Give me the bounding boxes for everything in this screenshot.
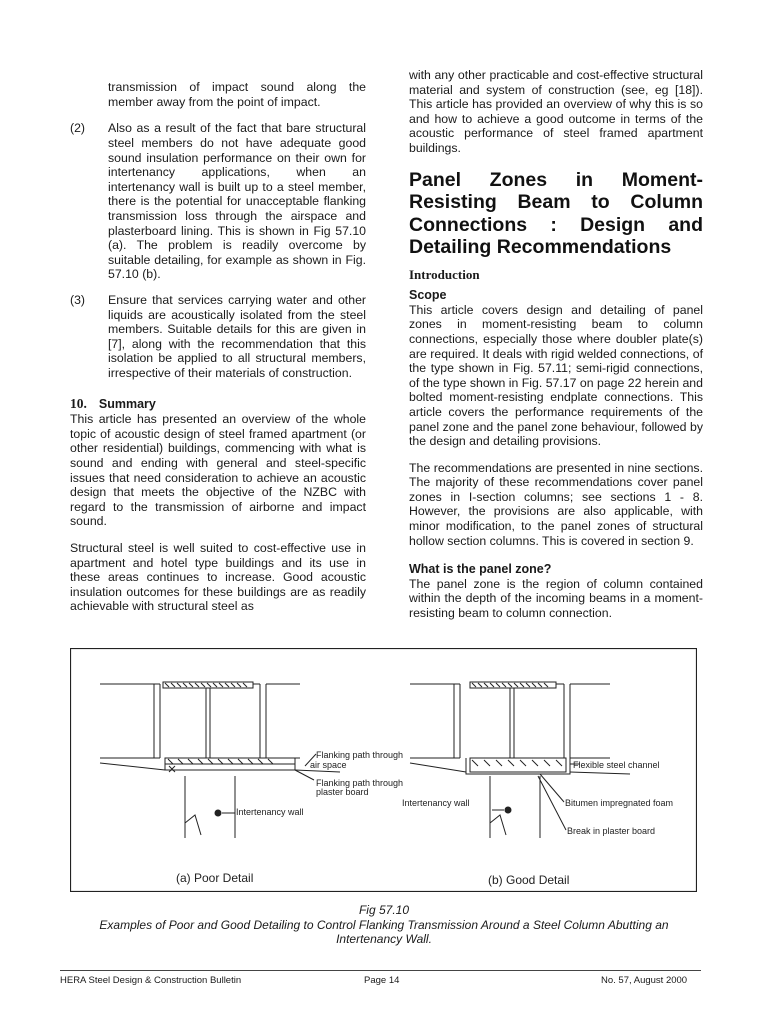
title-line: Panel Zones in Moment- [409,168,703,191]
label-flank-plaster-2: plaster board [316,787,369,797]
summary-title: Summary [98,396,156,411]
list-item-number: (2) [70,121,86,136]
continued-paragraph: with any other practicable and cost-effective structural material and system of construction (see, eg [18]). This article has provided an overview of why this is so and how to achieve a good outcome in terms of the acoustic performance of steel framed apartment buildings. [409,68,703,155]
caption-good-detail: (b) Good Detail [488,873,570,887]
list-item-text: Ensure that services carrying water and other liquids are acoustically isolated from the steel members. Suitable details for this are given in [7], along with the recommendation that this isolation be applied to all structural members, irrespective of their materials of construction. [108,293,366,380]
summary-paragraph: Structural steel is well suited to cost-effective use in apartment and hotel type buildings and its use in these areas continues to increase. Good acoustic insulation outcomes for these buildings are as readily achievable with structural steel as [70,540,366,614]
footer-issue: No. 57, August 2000 [601,975,688,986]
scope-paragraph: This article covers design and detailing of panel zones in moment-resisting beam to column connections, especially those where doubler plate(s) are required. It deals with rigid welded connections, of the type shown in Fig. 57.11; semi-rigid connections, of the type shown in Fig. 57.17 on page 22 herein and bolted moment-resisting endplate connections. This article covers the performance requirements of the panel zone and the panel zone behaviour, followed by the design and detailing provisions. [409,302,703,449]
figure-57-10 [70,648,697,892]
label-bitumen-foam: Bitumen impregnated foam [565,798,674,808]
summary-number: 10. [70,395,87,411]
article-title [409,169,703,259]
poor-detail-drawing [100,682,340,838]
title-line: Resisting Beam to Column [409,191,703,214]
summary-paragraph: This article has presented an overview of the whole topic of acoustic design of steel framed apartment (or other residential) buildings, commencing with what is sound and ending with general and steel-specific issues that need consideration to achieve an acoustic design that meets the objective of the NZBC with regard to the transmission of airborne and impact sound. [70,412,366,529]
label-flexible-channel: Flexible steel channel [573,760,660,770]
footer-rule [60,970,701,971]
introduction-heading: Introduction [409,266,480,282]
recommendations-paragraph: The recommendations are presented in nine sections. The majority of these recommendations cover panel zones in I-section columns; see sections 1 - 8. However, the provisions are also applicable, with minor modification, to the panel zones of structural hollow section columns. This is covered in section 9. [409,460,703,548]
label-flank-air-2: air space [310,760,347,770]
title-line: Connections : Design and [409,213,703,236]
panel-zone-paragraph: The panel zone is the region of column contained within the depth of the incoming beams in a moment-resisting beam to column connection. [409,576,703,621]
list-item [70,293,366,381]
scope-heading: Scope [409,288,447,303]
list-item-text: Also as a result of the fact that bare structural steel members do not have adequate good sound insulation performance on their own for intertenancy applications, when an intertenancy wall is built up to a steel member, there is the potential for unacceptable flanking transmission loss through the airspace and plasterboard lining. This is shown in Fig 57.10 (a). The problem is readily overcome by suitable detailing, for example as shown in Fig. 57.10 (b). [108,121,366,282]
caption-poor-detail: (a) Poor Detail [176,871,254,885]
right-column [409,68,703,633]
left-column [70,68,366,626]
list-item [70,121,366,282]
figure-caption-line: Intertenancy Wall. [336,932,432,946]
figure-number: Fig 57.10 [358,903,410,917]
panel-zone-heading: What is the panel zone? [409,562,552,577]
figure-caption-line: Examples of Poor and Good Detailing to Control Flanking Transmission Around a Steel Column Abutting an [99,918,669,932]
footer-publication: HERA Steel Design & Construction Bulletin [60,975,242,986]
footer-page-number: Page 14 [364,975,400,986]
list-item-number: (3) [70,293,86,308]
label-flank-plaster: Flanking path through [316,778,404,788]
summary-heading [70,397,366,412]
label-intertenancy-wall: Intertenancy wall [236,807,304,817]
label-break-plasterboard: Break in plaster board [567,826,656,836]
label-intertenancy-wall-good: Intertenancy wall [402,798,470,808]
continued-paragraph: transmission of impact sound along the member away from the point of impact. [108,80,366,109]
label-flank-air: Flanking path through [316,750,404,760]
title-line: Detailing Recommendations [409,236,672,259]
